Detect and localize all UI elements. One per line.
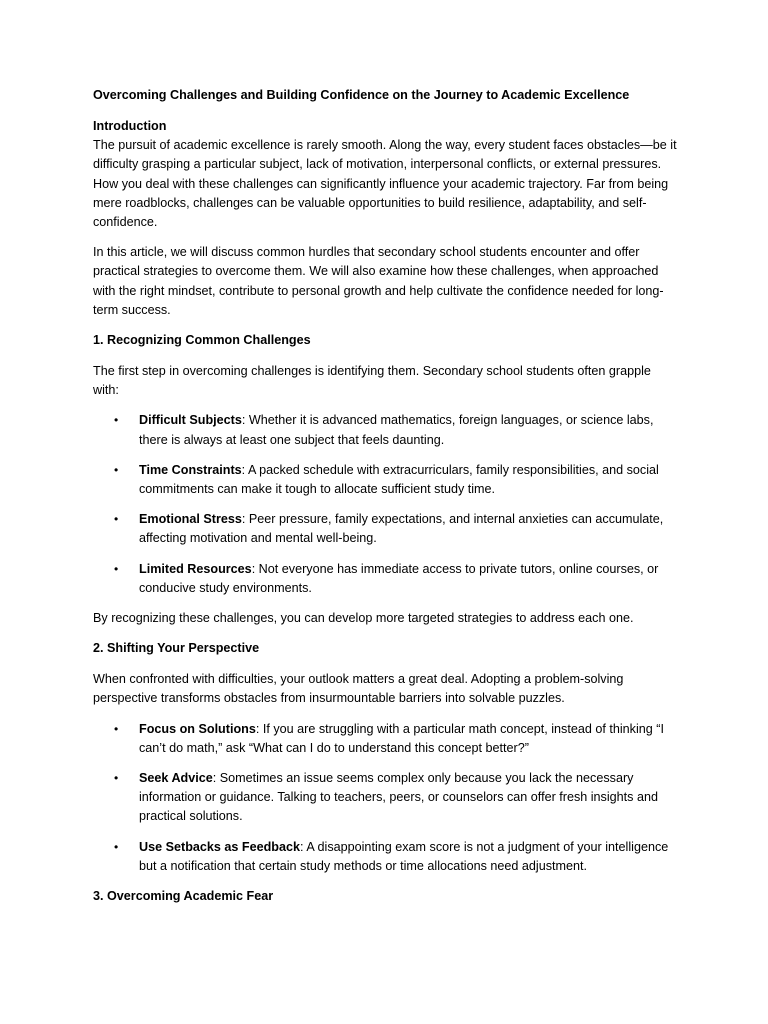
bullet-icon: • [114,771,119,786]
list-item-term: Seek Advice [139,771,213,786]
bullet-icon: • [114,462,119,477]
bullet-icon: • [114,413,119,428]
bullet-icon: • [114,839,119,854]
list-item-text: : Peer pressure, family expectations, and internal anxieties can accumulate, affecting motivation and mental well-being. [139,512,664,546]
list-item-text: : Not everyone has immediate access to private tutors, online courses, or conducive study environments. [139,561,659,595]
list-item-term: Focus on Solutions [139,721,256,736]
intro-paragraph-1: The pursuit of academic excellence is rarely smooth. Along the way, every student faces obstacles—be it difficulty grasping a particular subject, lack of motivation, interpersonal conflicts, or external pressures. How you deal with these challenges can significantly influence your academic trajectory. Far from being mere roadblocks, challenges can be valuable opportunities to build resilience, adaptability, and self-confidence. [93,138,677,230]
section-1-lead: The first step in overcoming challenges is identifying them. Secondary school students often grapple with: [93,364,651,398]
document-body [93,86,678,918]
list-item-term: Use Setbacks as Feedback [139,839,301,854]
list-item-seek-advice [93,769,678,827]
section-2-heading: 2. Shifting Your Perspective [93,641,260,656]
bullet-icon: • [114,561,119,576]
list-item-text: : If you are struggling with a particular math concept, instead of thinking “I can’t do math,” ask “What can I do to understand this concept better?” [139,721,664,755]
section-3-heading: 3. Overcoming Academic Fear [93,889,274,904]
introduction-heading: Introduction [93,119,167,133]
section-2-lead: When confronted with difficulties, your outlook matters a great deal. Adopting a problem-solving perspective transforms obstacles from insurmountable barriers into solvable puzzles. [93,672,624,706]
list-item-term: Emotional Stress [139,512,242,527]
list-item-difficult-subjects [93,411,678,449]
list-item-use-setbacks [93,838,678,876]
section-1-list [93,411,678,598]
list-item-term: Time Constraints [139,462,242,477]
bullet-icon: • [114,512,119,527]
list-item-text: : Sometimes an issue seems complex only because you lack the necessary information or guidance. Talking to teachers, peers, or counselors can offer fresh insights and practical solutions. [139,771,658,824]
list-item-limited-resources [93,560,678,598]
section-1-closing: By recognizing these challenges, you can develop more targeted strategies to address each one. [93,611,634,626]
list-item-term: Limited Resources [139,561,252,576]
intro-paragraph-2: In this article, we will discuss common hurdles that secondary school students encounter and offer practical strategies to overcome them. We will also examine how these challenges, when approached with the right mindset, contribute to personal growth and help cultivate the confidence needed for long-term success. [93,245,664,317]
list-item-text: : A disappointing exam score is not a judgment of your intelligence but a notification that certain study methods or time allocations need adjustment. [139,839,669,873]
section-2-list [93,720,678,876]
list-item-text: : Whether it is advanced mathematics, foreign languages, or science labs, there is always at least one subject that feels daunting. [139,413,654,447]
bullet-icon: • [114,721,119,736]
list-item-text: : A packed schedule with extracurriculars, family responsibilities, and social commitments can make it tough to allocate sufficient study time. [139,462,659,497]
list-item-focus-on-solutions [93,720,678,758]
list-item-emotional-stress [93,510,678,548]
section-1-heading: 1. Recognizing Common Challenges [93,333,311,348]
document-title: Overcoming Challenges and Building Confidence on the Journey to Academic Excellence [93,88,630,102]
list-item-term: Difficult Subjects [139,413,242,428]
list-item-time-constraints [93,461,678,499]
